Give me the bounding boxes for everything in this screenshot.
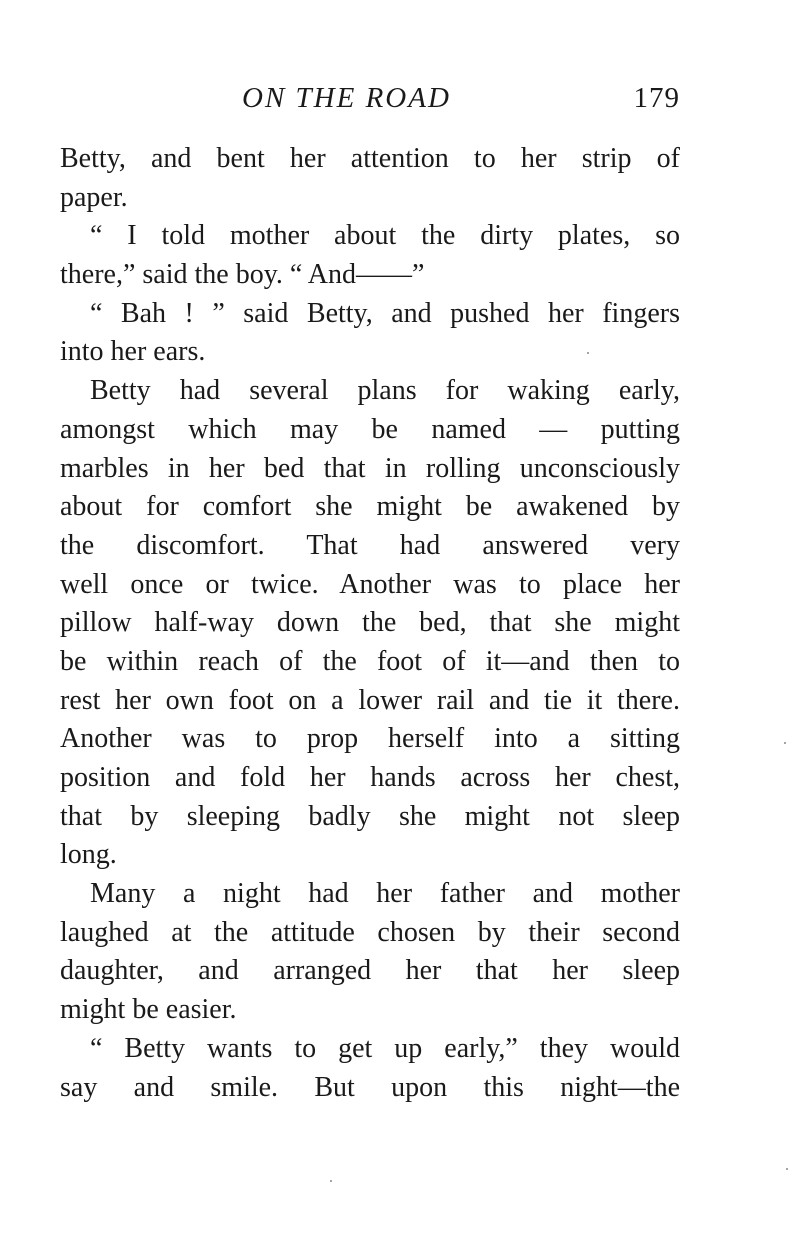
text-line: there,” said the boy. “ And——” bbox=[60, 259, 425, 291]
text-line: say and smile. But upon this night—the bbox=[60, 1071, 680, 1103]
text-line: Betty, and bent her attention to her strip of bbox=[60, 143, 680, 174]
text-line: laughed at the attitude chosen by their second bbox=[60, 916, 680, 948]
text-line: about for comfort she might be awakened by bbox=[60, 491, 680, 523]
text-line: be within reach of the foot of it—and then to bbox=[60, 645, 680, 677]
text-line: position and fold her hands across her chest, bbox=[60, 762, 680, 793]
running-head bbox=[60, 82, 680, 122]
text-line: pillow half-way down the bed, that she might bbox=[60, 607, 680, 639]
text-line: paper. bbox=[60, 181, 128, 213]
print-speck bbox=[786, 1168, 788, 1170]
text-line: long. bbox=[60, 839, 117, 871]
text-line: amongst which may be named — putting bbox=[60, 413, 680, 445]
print-speck bbox=[330, 1180, 332, 1182]
text-line: Another was to prop herself into a sitting bbox=[60, 723, 680, 755]
text-line: “ I told mother about the dirty plates, so bbox=[90, 220, 680, 252]
page-number: 179 bbox=[633, 82, 680, 114]
text-line: into her ears. bbox=[60, 336, 206, 368]
text-line: “ Bah ! ” said Betty, and pushed her fingers bbox=[90, 297, 680, 329]
print-speck bbox=[587, 352, 589, 354]
text-line: might be easier. bbox=[60, 994, 237, 1026]
text-line: marbles in her bed that in rolling unconsciously bbox=[60, 452, 680, 484]
text-line: well once or twice. Another was to place her bbox=[60, 568, 680, 600]
text-line: rest her own foot on a lower rail and tie it there. bbox=[60, 684, 680, 716]
text-line: the discomfort. That had answered very bbox=[60, 529, 680, 561]
text-line: that by sleeping badly she might not sleep bbox=[60, 800, 680, 832]
text-line: Betty had several plans for waking early, bbox=[90, 375, 680, 407]
running-title: ON THE ROAD bbox=[242, 82, 451, 114]
text-line: daughter, and arranged her that her sleep bbox=[60, 955, 680, 987]
body-text bbox=[60, 140, 680, 1107]
text-line: “ Betty wants to get up early,” they would bbox=[90, 1032, 680, 1064]
print-speck bbox=[784, 742, 786, 744]
text-line: Many a night had her father and mother bbox=[90, 878, 680, 910]
